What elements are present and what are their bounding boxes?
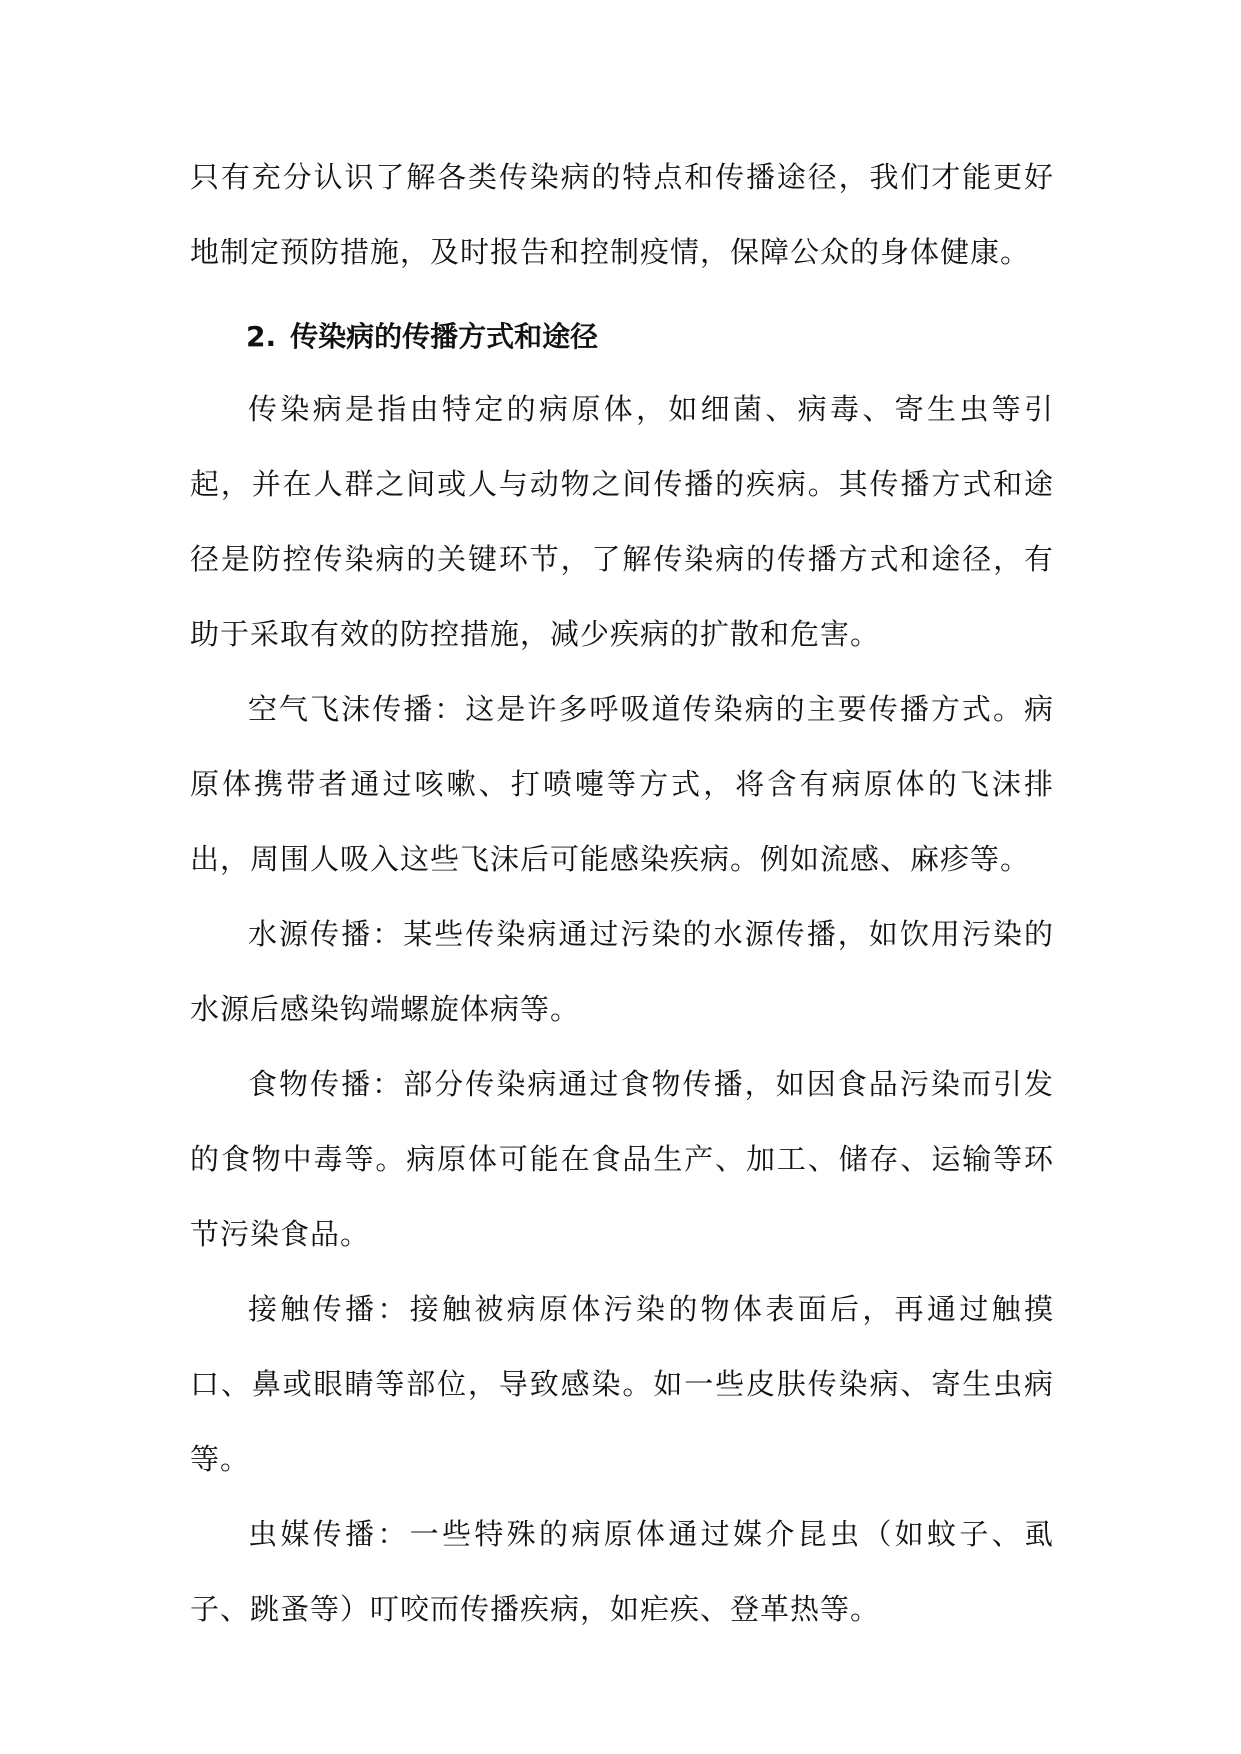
section-title: 传染病的传播方式和途径 — [290, 320, 599, 353]
intro-paragraph: 只有充分认识了解各类传染病的特点和传播途径，我们才能更好地制定预防措施，及时报告和控制疫情，保障公众的身体健康。 — [190, 160, 1054, 269]
paragraph-waterborne: 水源传播：某些传染病通过污染的水源传播，如饮用污染的水源后感染钩端螺旋体病等。 — [190, 917, 1054, 1026]
section-number: 2. — [246, 320, 277, 353]
paragraph-contact: 接触传播：接触被病原体污染的物体表面后，再通过触摸口、鼻或眼睛等部位，导致感染。如一些皮肤传染病、寄生虫病等。 — [190, 1292, 1054, 1476]
paragraph-vector: 虫媒传播：一些特殊的病原体通过媒介昆虫（如蚊子、虱子、跳蚤等）叮咬而传播疾病，如疟疾、登革热等。 — [190, 1517, 1054, 1626]
paragraph-foodborne: 食物传播：部分传染病通过食物传播，如因食品污染而引发的食物中毒等。病原体可能在食品生产、加工、储存、运输等环节污染食品。 — [190, 1067, 1054, 1251]
section-heading — [190, 302, 1054, 372]
paragraph-definition: 传染病是指由特定的病原体，如细菌、病毒、寄生虫等引起，并在人群之间或人与动物之间传播的疾病。其传播方式和途径是防控传染病的关键环节，了解传染病的传播方式和途径，有助于采取有效的防控措施，减少疾病的扩散和危害。 — [190, 392, 1054, 651]
paragraph-airborne: 空气飞沫传播：这是许多呼吸道传染病的主要传播方式。病原体携带者通过咳嗽、打喷嚏等方式，将含有病原体的飞沫排出，周围人吸入这些飞沫后可能感染疾病。例如流感、麻疹等。 — [190, 692, 1054, 876]
document-body — [190, 140, 1054, 1647]
